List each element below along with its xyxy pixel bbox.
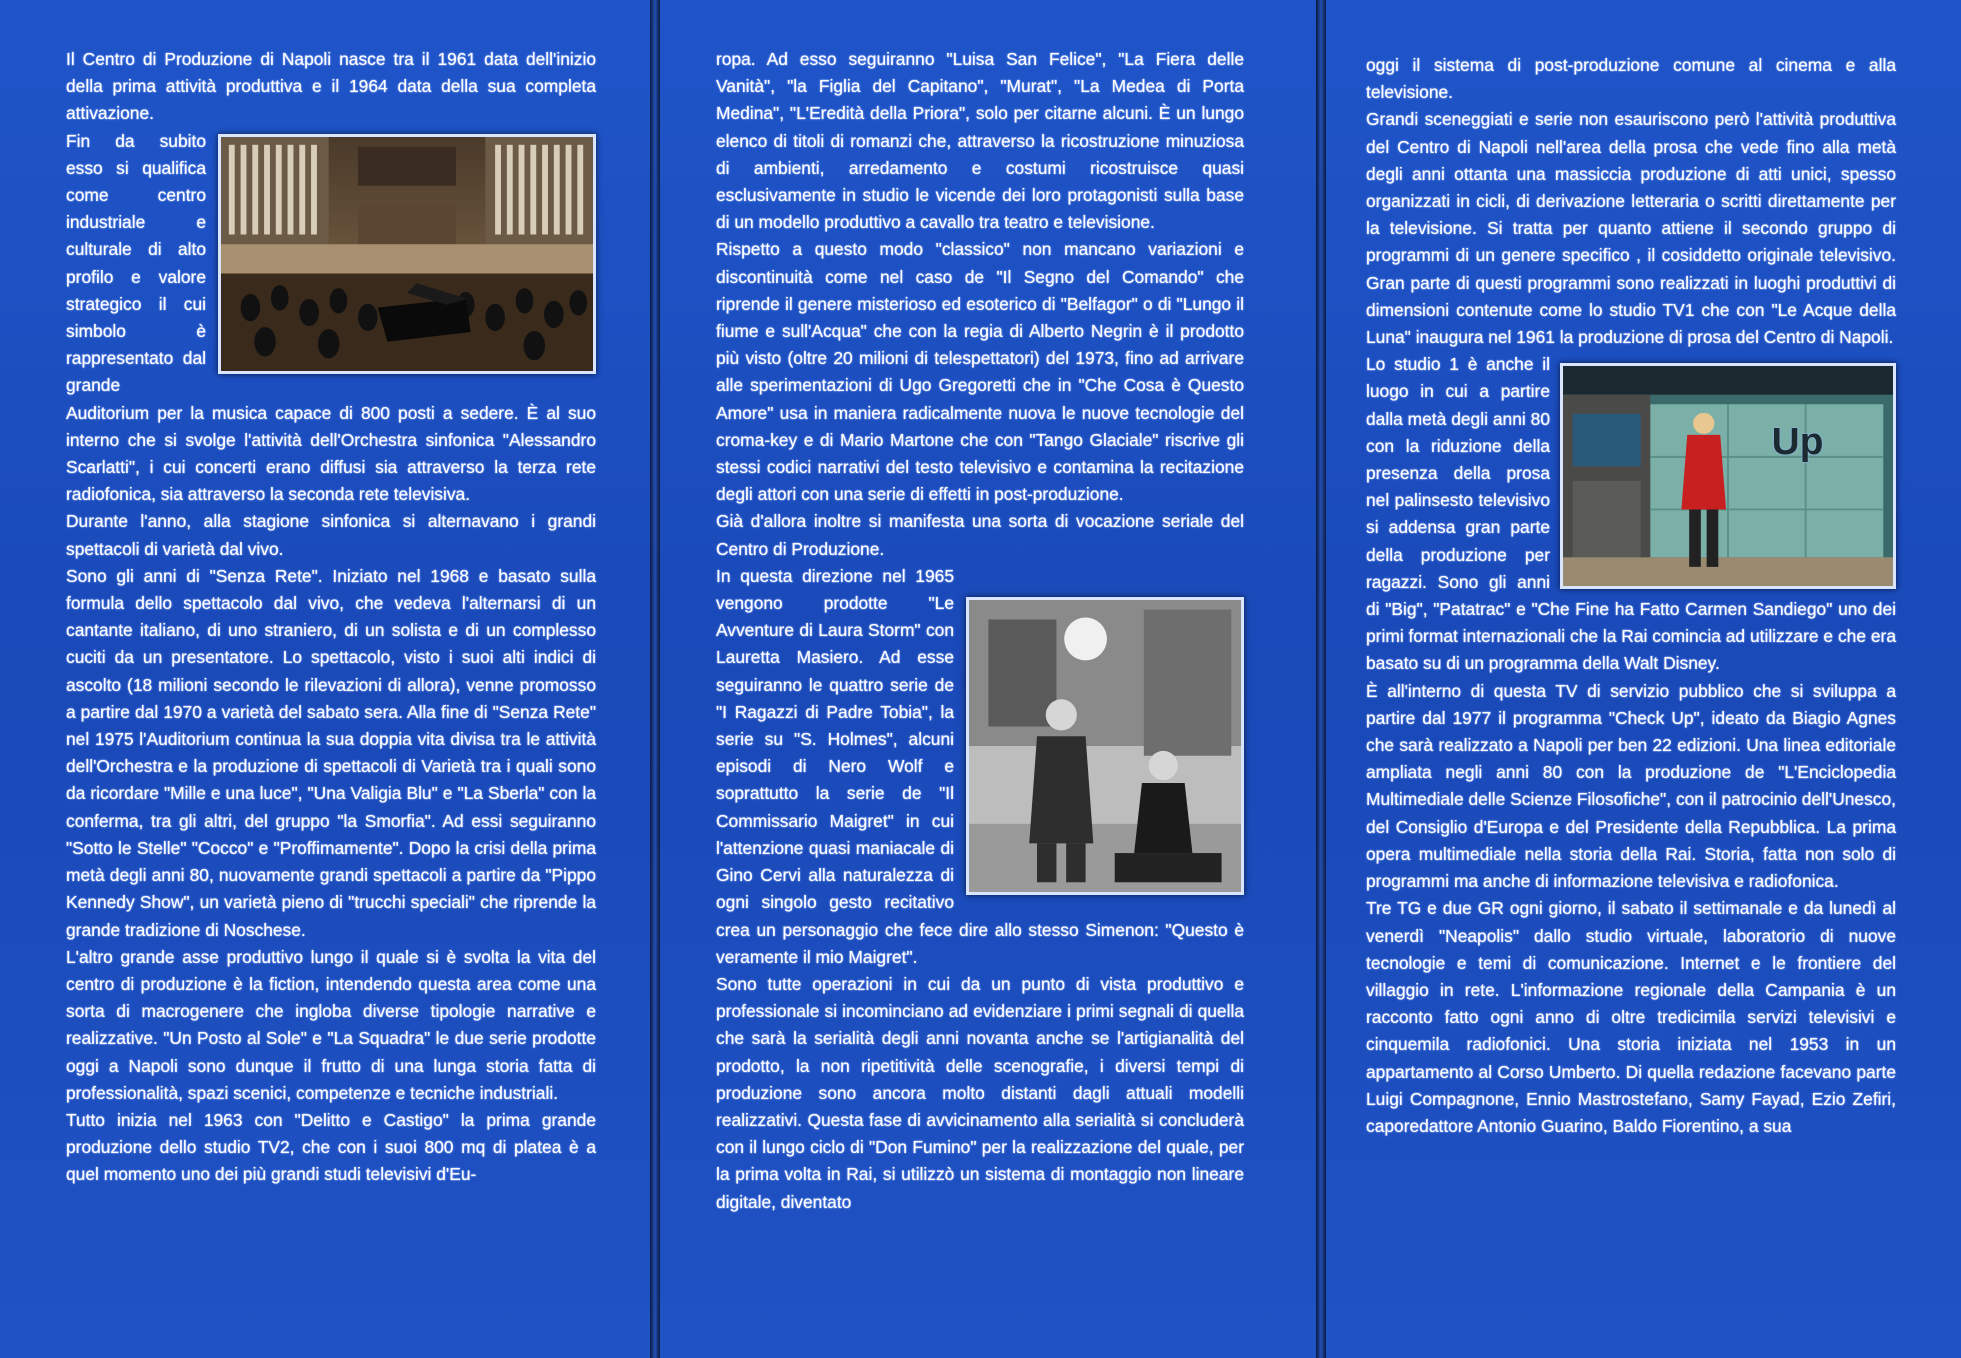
paragraph: Fin da subito esso si qualifica come centro industriale e culturale di alto profilo e valore strategico il cui simbolo è rappresentato dal grande Auditorium per la musica capace di 800 posti a sedere. È al suo interno che si svolge l'attività dell'Orchestra sinfonica "Alessandro Scarlatti", i cui concerti erano diffusi sia attraverso la terza rete radiofonica, sia attraverso la seconda rete televisiva.	[66, 130, 596, 505]
bw-scene-illustration	[969, 600, 1241, 892]
tv-studio-presenter-photo	[1560, 363, 1896, 589]
paragraph: Già d'allora inoltre si manifesta una sorta di vocazione seriale del Centro di Produzione.	[716, 511, 1244, 559]
paragraph: È all'interno di questa TV di servizio pubblico che si sviluppa a partire dal 1977 il programma "Check Up", ideato da Biagio Agnes che sarà realizzato a Napoli per ben 22 edizioni. Una linea editoriale ampliata negli anni 80 con la produzione de "L'Enciclopedia Multimediale delle Scienze Filosofiche", con il patrocinio dell'Unesco, del Consiglio d'Europa e del Presidente della Repubblica. La prima opera multimediale nella storia della Rai. Storia, fatta non solo di programmi ma anche di informazione televisiva e radiofonica.	[1366, 680, 1896, 892]
text-column-3	[1366, 52, 1896, 1348]
paragraph: L'altro grande asse produttivo lungo il quale si è svolta la vita del centro di produzione è la fiction, intendendo questa area come una sorta di macrogenere che ingloba diverse tipologie narrative e realizzative. "Un Posto al Sole" e "La Squadra" le due serie prodotte oggi a Napoli sono dunque il frutto di una lunga storia fatta di professionalità, spazi scenici, competenze e tecniche industriali.	[66, 946, 596, 1103]
text-column-1	[66, 46, 596, 1348]
paragraph: ropa. Ad esso seguiranno "Luisa San Felice", "La Fiera delle Vanità", "la Figlia del Capitano", "Murat", "La Medea di Porta Medina", "L'Eredità della Priora", solo per citarne alcuni. È un lungo elenco di titoli di romanzi che, attraverso la ricostruzione minuziosa di ambienti, arredamento e costumi ricostruisce quasi esclusivamente in studio le vicende dei loro protagonisti sulla base di un modello produttivo a cavallo tra teatro e televisione.	[716, 49, 1244, 233]
screen-logo-text: Up	[1771, 420, 1824, 464]
maigret-scene-photo	[966, 597, 1244, 895]
paragraph: Tutto inizia nel 1963 con "Delitto e Castigo" la prima grande produzione dello studio TV2, che con i suoi 800 mq di platea è a quel momento uno dei più grandi studi televisivi d'Eu-	[66, 1109, 596, 1185]
studio-illustration	[1563, 366, 1893, 586]
paragraph: oggi il sistema di post-produzione comune al cinema e alla televisione.	[1366, 55, 1896, 103]
text-column-2	[716, 46, 1244, 1348]
panel-fold	[650, 0, 660, 1358]
paragraph: Durante l'anno, alla stagione sinfonica si alternavano i grandi spettacoli di varietà dal vivo.	[66, 511, 596, 559]
paragraph: In questa direzione nel 1965 vengono prodotte "Le Avventure di Laura Storm" con Lauretta Masiero. Ad esse seguiranno le quattro serie de "I Ragazzi di Padre Tobia", la serie su "S. Holmes", alcuni episodi di Nero Wolf e soprattutto la serie de "Il Commissario Maigret" in cui l'attenzione quasi maniacale di Gino Cervi alla naturalezza di ogni singolo gesto recitativo crea un personaggio che fece dire allo stesso Simenon: "Questo è veramente il mio Maigret".	[716, 565, 1244, 967]
paragraph: Grandi sceneggiati e serie non esauriscono però l'attività produttiva del Centro di Napoli nell'area della prosa che vede fino alla metà degli anni ottanta una massiccia produzione di atti unici, spesso organizzati in cicli, di derivazione letteraria o scritti direttamente per la televisione. Si tratta per quanto attiene il secondo gruppo di programmi di un genere specifico , il cosiddetto originale televisivo. Gran parte di questi programmi sono realizzati in luoghi produttivi di dimensioni contenute come lo studio TV1 che con "Le Acque della Luna" inaugura nel 1961 la produzione di prosa del Centro di Napoli.	[1366, 109, 1896, 348]
paragraph: Il Centro di Produzione di Napoli nasce tra il 1961 data dell'inizio della prima attività produttiva e il 1964 data della sua completa attivazione.	[66, 49, 596, 124]
paragraph: Lo studio 1 è anche il luogo in cui a partire dalla metà degli anni 80 con la riduzione della presenza della prosa nel palinsesto televisivo si addensa gran parte della produzione per ragazzi. Sono gli anni di "Big", "Patatrac" e "Che Fine ha Fatto Carmen Sandiego" uno dei primi format internazionali che la Rai comincia ad utilizzare e che era basato su di un programma della Walt Disney.	[1366, 354, 1896, 674]
paragraph: Tre TG e due GR ogni giorno, il sabato il settimanale e da lunedì al venerdì "Neapolis" dallo studio virtuale, laboratorio di nuove tecnologie e temi di comunicazione. Internet e le frontiere del villaggio in rete. L'informazione regionale della Campania è un racconto fatto ogni anno di oltre tredicimila servizi televisivi e cinquemila radiofonici. Una storia iniziata nel 1953 in un appartamento al Corso Umberto. Di quella redazione facevano parte Luigi Compagnone, Ennio Mastrostefano, Samy Fayad, Ezio Zefiri, caporedattore Antonio Guarino, Baldo Fiorentino, a sua	[1366, 898, 1896, 1136]
panel-fold	[1316, 0, 1326, 1358]
paragraph: Rispetto a questo modo "classico" non mancano variazioni e discontinuità come nel caso de "Il Segno del Comando" che riprende il genere misterioso ed esoterico di "Belfagor" o di "Lungo il fiume e sull'Acqua" che con la regia di Alberto Negrin è il prodotto più visto (oltre 20 milioni di telespettatori) del 1973, fino ad arrivare alle sperimentazioni di Ugo Gregoretti che in "Che Cosa è Questo Amore" usa in maniera radicalmente nuova le nuove tecnologie del croma-key e di Mario Martone che con "Tango Glaciale" riscrive gli stessi codici narrativi del testo televisivo e contamina la recitazione degli attori con una serie di effetti in post-produzione.	[716, 239, 1244, 505]
paragraph: Sono gli anni di "Senza Rete". Iniziato nel 1968 e basato sulla formula dello spettacolo dal vivo, che vedeva l'alternarsi di un cantante italiano, di uno straniero, di un solista e di un complesso cuciti da un presentatore. Lo spettacolo, visto i suoi alti indici di ascolto (18 milioni secondo le rilevazioni di allora), venne promosso a partire dal 1970 a varietà del sabato sera. Alla fine di "Senza Rete" nel 1975 l'Auditorium continua la sua doppia vita divisa tra le attività dell'Orchestra e la produzione di spettacoli di Varietà tra i quali sono da ricordare "Mille e una luce", "Una Valigia Blu" e "La Sberla" con la conferma, tra gli altri, del gruppo "la Smorfia". Ad essi seguiranno "Sotto le Stelle" "Cocco" e "Proffimamente". Dopo la crisi della prima metà degli anni 80, nuovamente grandi spettacoli a partire da "Pippo Kennedy Show", un varietà pieno di "trucchi speciali" che riprende la grande tradizione di Noschese.	[66, 565, 596, 940]
paragraph: Sono tutte operazioni in cui da un punto di vista produttivo e professionale si incominciano ad evidenziare i primi segnali di quella che sarà la serialità degli anni novanta anche se l'artigianalità del prodotto, la non ripetitività delle scenografie, i diversi tempi di produzione sono ancora molto distanti dagli attuali modelli realizzativi. Questa fase di avvicinamento alla serialità si concluderà con il lungo ciclo di "Don Fumino" per la realizzazione del quale, per la prima volta in Rai, si utilizzò un sistema di montaggio non lineare digitale, diventato	[716, 973, 1244, 1212]
orchestra-illustration	[221, 137, 593, 371]
auditorium-orchestra-photo	[218, 134, 596, 374]
